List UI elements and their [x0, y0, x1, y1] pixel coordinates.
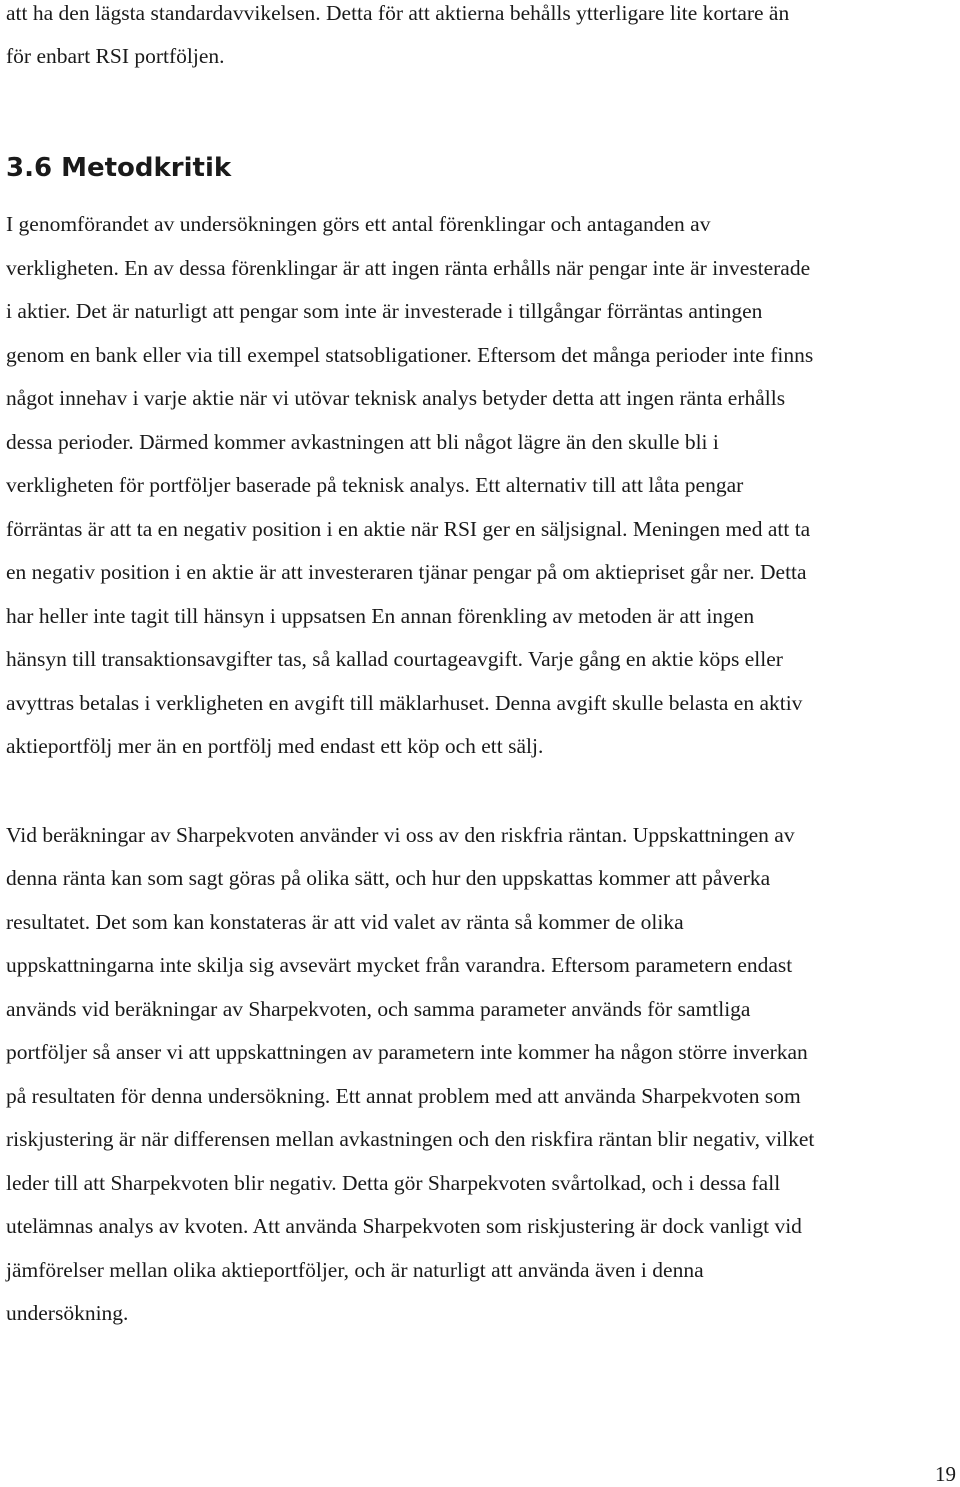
text-line: jämförelser mellan olika aktieportföljer, och är naturligt att använda även i denna [6, 1258, 704, 1282]
page-number: 19 [935, 1462, 956, 1486]
text-line: portföljer så anser vi att uppskattningen av parametern inte kommer ha någon större inverkan [6, 1040, 808, 1064]
text-line: utelämnas analys av kvoten. Att använda Sharpekvoten som riskjustering är dock vanligt vid [6, 1214, 802, 1238]
text-line: har heller inte tagit till hänsyn i uppsatsen En annan förenkling av metoden är att ingen [6, 604, 755, 628]
text-line: förräntas är att ta en negativ position i en aktie när RSI ger en säljsignal. Meningen med att ta [6, 517, 811, 541]
text-line: i aktier. Det är naturligt att pengar som inte är investerade i tillgångar förräntas antingen [6, 299, 763, 323]
text-line: verkligheten för portföljer baserade på teknisk analys. Ett alternativ till att låta pengar [6, 473, 744, 497]
text-line: att ha den lägsta standardavvikelsen. Detta för att aktierna behålls ytterligare lite kortare än [6, 1, 790, 25]
text-line: I genomförandet av undersökningen görs ett antal förenklingar och antaganden av [6, 212, 711, 236]
text-line: genom en bank eller via till exempel statsobligationer. Eftersom det många perioder inte finns [6, 343, 814, 367]
text-line: dessa perioder. Därmed kommer avkastningen att bli något lägre än den skulle bli i [6, 430, 719, 454]
text-line: denna ränta kan som sagt göras på olika sätt, och hur den uppskattas kommer att påverka [6, 866, 771, 890]
text-line: hänsyn till transaktionsavgifter tas, så kallad courtageavgift. Varje gång en aktie köps eller [6, 647, 783, 671]
text-line: uppskattningarna inte skilja sig avsevärt mycket från varandra. Eftersom parametern endast [6, 953, 793, 977]
text-line: på resultaten för denna undersökning. Ett annat problem med att använda Sharpekvoten som [6, 1084, 801, 1108]
text-line: används vid beräkningar av Sharpekvoten, och samma parameter används för samtliga [6, 997, 751, 1021]
text-line: aktieportfölj mer än en portfölj med endast ett köp och ett sälj. [6, 734, 544, 758]
text-line: för enbart RSI portföljen. [6, 44, 225, 68]
text-line: verkligheten. En av dessa förenklingar är att ingen ränta erhålls när pengar inte är investerade [6, 256, 811, 280]
text-line: undersökning. [6, 1301, 129, 1325]
section-heading: 3.6 Metodkritik [6, 153, 232, 183]
text-line: riskjustering är när differensen mellan avkastningen och den riskfira räntan blir negativ, vilket [6, 1127, 815, 1151]
text-line: leder till att Sharpekvoten blir negativ. Detta gör Sharpekvoten svårtolkad, och i dessa fall [6, 1171, 781, 1195]
text-line: Vid beräkningar av Sharpekvoten använder vi oss av den riskfria räntan. Uppskattningen av [6, 823, 795, 847]
text-line: något innehav i varje aktie när vi utövar teknisk analys betyder detta att ingen ränta erhålls [6, 386, 786, 410]
text-line: en negativ position i en aktie är att investeraren tjänar pengar på om aktiepriset går ner. Detta [6, 560, 807, 584]
text-line: avyttras betalas i verkligheten en avgift till mäklarhuset. Denna avgift skulle belasta en aktiv [6, 691, 803, 715]
text-line: resultatet. Det som kan konstateras är att vid valet av ränta så kommer de olika [6, 910, 684, 934]
